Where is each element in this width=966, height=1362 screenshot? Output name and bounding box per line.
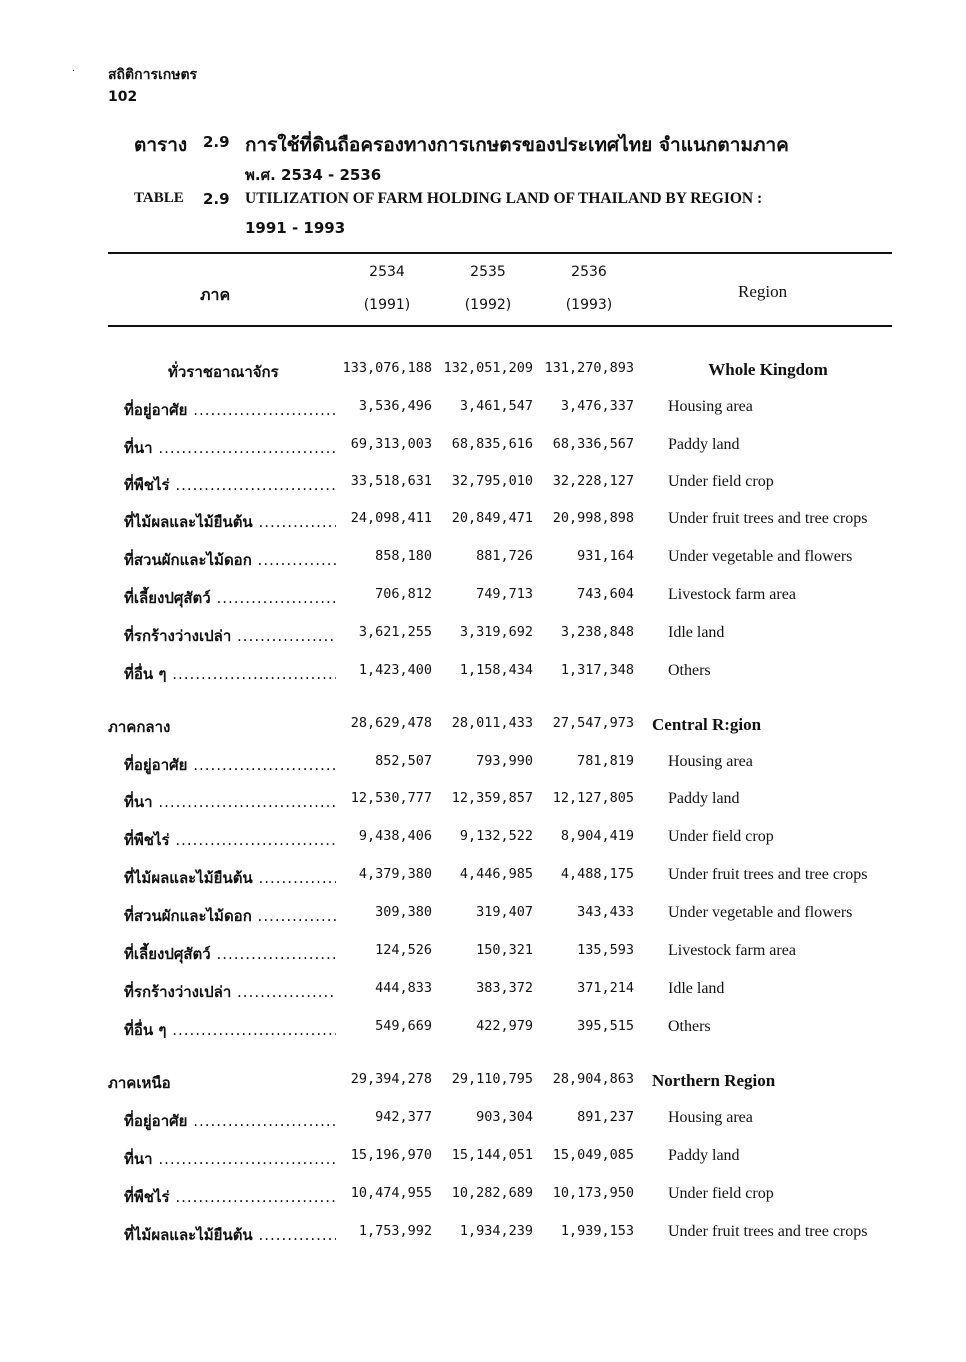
value-cell: 3,476,337 [560,398,634,414]
value-cell: 32,228,127 [552,473,634,489]
row-eng-label: Idle land [668,624,725,641]
value-cell: 12,127,805 [552,790,634,806]
table-row [0,942,966,972]
eng-table-label: TABLE [134,190,184,206]
value-cell: 131,270,893 [544,360,634,376]
value-cell: 12,530,777 [350,790,432,806]
row-thai-label: ที่อื่น ๆ ..... [124,662,336,686]
thai-region-header: ภาค [200,285,231,304]
thai-table-title: การใช้ที่ดินถือครองทางการเกษตรของประเทศไทย จำแนกตามภาค [245,134,789,156]
value-cell: 781,819 [577,753,634,769]
value-cell: 858,180 [375,548,432,564]
section-eng-label: Northern Region [652,1071,776,1090]
value-cell: 15,196,970 [350,1147,432,1163]
value-cell: 32,795,010 [451,473,533,489]
row-thai-label: ที่รกร้างว่างเปล่า ..... [124,980,336,1004]
table-row [0,624,966,654]
value-cell: 3,319,692 [459,624,533,640]
row-thai-label: ที่สวนผักและไม้ดอก ..... [124,548,336,572]
value-cell: 33,518,631 [350,473,432,489]
value-cell: 20,998,898 [552,510,634,526]
row-thai-label: ที่ไม้ผลและไม้ยืนต้น ..... [124,1223,336,1247]
year-eng-header: (1993) [565,297,613,313]
value-cell: 9,132,522 [459,828,533,844]
value-cell: 124,526 [375,942,432,958]
value-cell: 749,713 [476,586,533,602]
value-cell: 1,939,153 [560,1223,634,1239]
row-eng-label: Under fruit trees and tree crops [668,510,868,527]
value-cell: 1,423,400 [358,662,432,678]
eng-region-header: Region [738,282,788,301]
value-cell: 1,753,992 [358,1223,432,1239]
value-cell: 383,372 [476,980,533,996]
value-cell: 29,110,795 [451,1071,533,1087]
thai-table-label: ตาราง [134,134,188,156]
value-cell: 3,461,547 [459,398,533,414]
value-cell: 319,407 [476,904,533,920]
page-number: 102 [108,89,138,105]
value-cell: 133,076,188 [342,360,432,376]
value-cell: 27,547,973 [552,715,634,731]
section-eng-label: Whole Kingdom [708,360,828,379]
value-cell: 24,098,411 [350,510,432,526]
row-eng-label: Paddy land [668,436,740,453]
value-cell: 343,433 [577,904,634,920]
table-row [0,436,966,466]
row-thai-label: ที่อยู่อาศัย ..... [124,398,336,422]
table-row [0,398,966,428]
header-bottom-rule [108,325,892,327]
value-cell: 9,438,406 [358,828,432,844]
value-cell: 8,904,419 [560,828,634,844]
value-cell: 132,051,209 [443,360,533,376]
value-cell: 3,536,496 [358,398,432,414]
thai-table-years: พ.ศ. 2534 - 2536 [245,166,382,184]
value-cell: 931,164 [577,548,634,564]
row-thai-label: ที่พืชไร่ ..... [124,828,336,852]
eng-table-number: 2.9 [203,190,230,208]
table-row [0,790,966,820]
value-cell: 68,835,616 [451,436,533,452]
section-row-central [0,715,966,745]
row-thai-label: ที่รกร้างว่างเปล่า ..... [124,624,336,648]
table-row [0,510,966,540]
table-row [0,548,966,578]
value-cell: 743,604 [577,586,634,602]
row-eng-label: Under fruit trees and tree crops [668,1223,868,1240]
row-eng-label: Livestock farm area [668,586,796,603]
value-cell: 20,849,471 [451,510,533,526]
value-cell: 891,237 [577,1109,634,1125]
value-cell: 10,474,955 [350,1185,432,1201]
value-cell: 395,515 [577,1018,634,1034]
value-cell: 1,317,348 [560,662,634,678]
row-eng-label: Others [668,1018,711,1035]
row-eng-label: Paddy land [668,790,740,807]
row-eng-label: Paddy land [668,1147,740,1164]
row-eng-label: Under field crop [668,828,774,845]
table-row [0,473,966,503]
value-cell: 28,904,863 [552,1071,634,1087]
value-cell: 3,621,255 [358,624,432,640]
value-cell: 881,726 [476,548,533,564]
value-cell: 10,173,950 [552,1185,634,1201]
value-cell: 69,313,003 [350,436,432,452]
book-title: สถิติการเกษตร [108,67,198,83]
year-thai-header: 2536 [571,264,607,280]
row-eng-label: Under vegetable and flowers [668,548,853,565]
value-cell: 150,321 [476,942,533,958]
table-row [0,662,966,692]
row-thai-label: ที่เลี้ยงปศุสัตว์ ..... [124,942,336,966]
year-eng-header: (1992) [464,297,512,313]
value-cell: 706,812 [375,586,432,602]
table-row [0,1185,966,1215]
row-thai-label: ที่นา ..... [124,436,336,460]
value-cell: 444,833 [375,980,432,996]
table-row [0,980,966,1010]
row-eng-label: Idle land [668,980,725,997]
row-thai-label: ที่พืชไร่ ..... [124,473,336,497]
row-eng-label: Housing area [668,398,753,415]
row-thai-label: ที่นา ..... [124,790,336,814]
value-cell: 852,507 [375,753,432,769]
speck-mark: · [72,66,76,77]
row-thai-label: ที่ไม้ผลและไม้ยืนต้น ..... [124,866,336,890]
table-row [0,753,966,783]
table-row [0,586,966,616]
thai-table-number: 2.9 [203,133,230,151]
table-row [0,1147,966,1177]
value-cell: 309,380 [375,904,432,920]
value-cell: 942,377 [375,1109,432,1125]
row-eng-label: Livestock farm area [668,942,796,959]
year-thai-header: 2534 [369,264,405,280]
row-eng-label: Under fruit trees and tree crops [668,866,868,883]
table-row [0,828,966,858]
table-row [0,1109,966,1139]
value-cell: 903,304 [476,1109,533,1125]
eng-table-title: UTILIZATION OF FARM HOLDING LAND OF THAILAND BY REGION : [245,190,763,207]
value-cell: 793,990 [476,753,533,769]
section-thai-label: ภาคเหนือ [108,1074,171,1092]
table-row [0,1018,966,1048]
row-thai-label: ที่พืชไร่ ..... [124,1185,336,1209]
value-cell: 549,669 [375,1018,432,1034]
value-cell: 371,214 [577,980,634,996]
value-cell: 12,359,857 [451,790,533,806]
row-thai-label: ที่อื่น ๆ ..... [124,1018,336,1042]
value-cell: 422,979 [476,1018,533,1034]
value-cell: 4,446,985 [459,866,533,882]
section-thai-label: ภาคกลาง [108,718,171,736]
value-cell: 4,488,175 [560,866,634,882]
value-cell: 1,158,434 [459,662,533,678]
section-eng-label: Central R:gion [652,715,762,734]
value-cell: 135,593 [577,942,634,958]
eng-table-years: 1991 - 1993 [245,219,346,237]
value-cell: 29,394,278 [350,1071,432,1087]
section-row-northern [0,1071,966,1101]
value-cell: 15,144,051 [451,1147,533,1163]
row-thai-label: ที่อยู่อาศัย ..... [124,1109,336,1133]
section-thai-label: ทั่วราชอาณาจักร [168,363,279,381]
row-eng-label: Housing area [668,1109,753,1126]
value-cell: 1,934,239 [459,1223,533,1239]
value-cell: 68,336,567 [552,436,634,452]
value-cell: 4,379,380 [358,866,432,882]
value-cell: 28,629,478 [350,715,432,731]
value-cell: 10,282,689 [451,1185,533,1201]
year-eng-header: (1991) [363,297,411,313]
row-thai-label: ที่อยู่อาศัย ..... [124,753,336,777]
table-row [0,904,966,934]
value-cell: 15,049,085 [552,1147,634,1163]
year-thai-header: 2535 [470,264,506,280]
row-eng-label: Under vegetable and flowers [668,904,853,921]
table-row [0,866,966,896]
row-eng-label: Housing area [668,753,753,770]
row-thai-label: ที่สวนผักและไม้ดอก ..... [124,904,336,928]
section-row-whole-kingdom [0,360,966,390]
row-thai-label: ที่นา ..... [124,1147,336,1171]
value-cell: 28,011,433 [451,715,533,731]
row-eng-label: Under field crop [668,473,774,490]
table-top-rule [108,252,892,254]
row-eng-label: Under field crop [668,1185,774,1202]
row-eng-label: Others [668,662,711,679]
row-thai-label: ที่เลี้ยงปศุสัตว์ ..... [124,586,336,610]
table-row [0,1223,966,1253]
value-cell: 3,238,848 [560,624,634,640]
row-thai-label: ที่ไม้ผลและไม้ยืนต้น ..... [124,510,336,534]
